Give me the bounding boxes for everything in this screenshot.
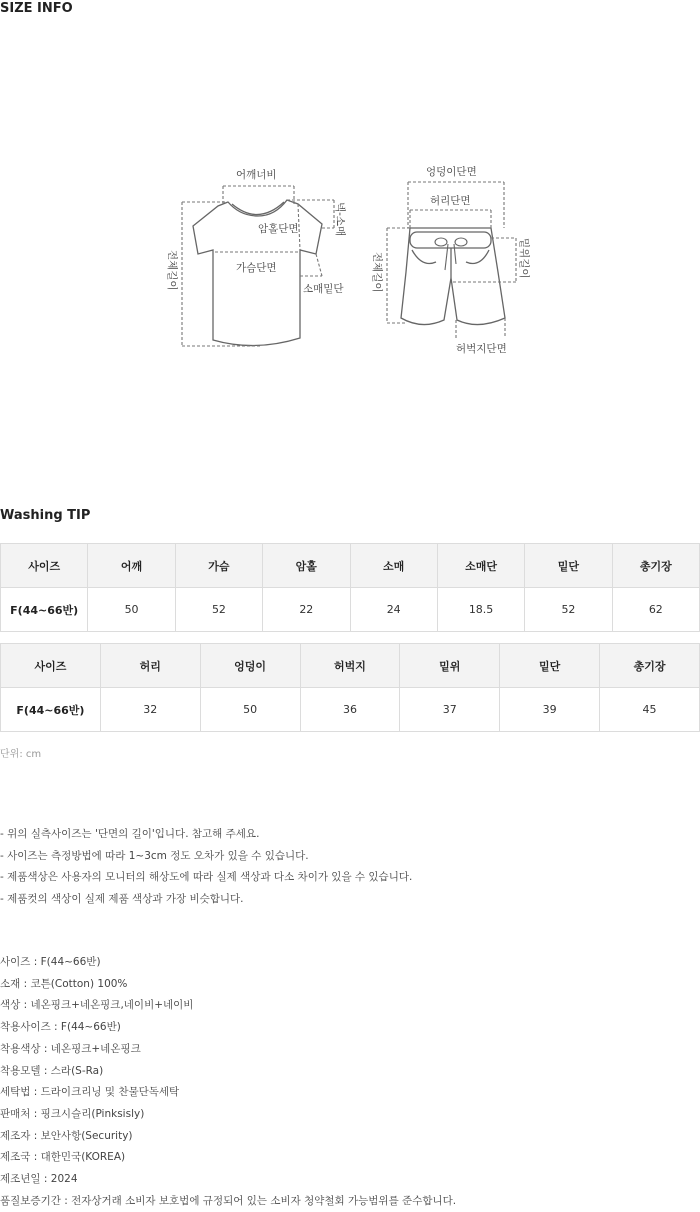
- row-label: F(44~66반): [1, 688, 101, 732]
- table-header: 암홀: [263, 544, 350, 588]
- table-header-row: [1, 544, 700, 588]
- info-line: 품질보증기간 : 전자상거래 소비자 보호법에 규정되어 있는 소비자 청약철회 가능범위를 준수합니다.: [0, 1194, 457, 1207]
- tshirt-shoulder-label: 어깨너비: [236, 169, 277, 181]
- table-header: 소매단: [437, 544, 524, 588]
- top-size-table: [0, 543, 700, 632]
- note-line: - 제품색상은 사용자의 모니터의 해상도에 따라 실제 색상과 다소 차이가 있을 수 있습니다.: [0, 871, 413, 884]
- info-line: 제조국 : 대한민국(KOREA): [0, 1151, 126, 1164]
- bottom-size-table: [0, 643, 700, 732]
- shorts-total-length-label: 전체길이: [371, 252, 383, 293]
- note-line: - 제품컷의 색상이 실제 제품 색상과 가장 비슷합니다.: [0, 893, 244, 906]
- tshirt-sleeve-hem-label: 소매밑단: [303, 283, 344, 295]
- table-cell: 36: [300, 688, 400, 732]
- table-header: 밑단: [500, 644, 600, 688]
- table-cell: 37: [400, 688, 500, 732]
- size-notes: [0, 824, 412, 911]
- table-header: 밑단: [525, 544, 612, 588]
- info-line: 판매처 : 핑크시슬리(Pinksisly): [0, 1107, 145, 1120]
- info-line: 제조자 : 보안사항(Security): [0, 1129, 133, 1142]
- table-header-row: [1, 644, 700, 688]
- measurement-diagram: [160, 160, 540, 360]
- product-info-list: [0, 952, 456, 1212]
- table-header: 가슴: [175, 544, 262, 588]
- info-line: 착용색상 : 네온핑크+네온핑크: [0, 1042, 141, 1055]
- table-cell: 32: [100, 688, 200, 732]
- info-line: 세탁법 : 드라이크리닝 및 찬물단독세탁: [0, 1086, 180, 1099]
- info-line: 소재 : 코튼(Cotton) 100%: [0, 977, 128, 990]
- table-header: 엉덩이: [200, 644, 300, 688]
- table-cell: 45: [600, 688, 700, 732]
- table-header: 총기장: [600, 644, 700, 688]
- row-label: F(44~66반): [1, 588, 88, 632]
- tshirt-chest-label: 가슴단면: [236, 262, 277, 274]
- table-cell: 22: [263, 588, 350, 632]
- table-header: 밑위: [400, 644, 500, 688]
- info-line: 착용사이즈 : F(44~66반): [0, 1021, 121, 1034]
- tshirt-total-length-label: 전체길이: [166, 250, 178, 291]
- table-header: 사이즈: [1, 544, 88, 588]
- shorts-thigh-label: 허벅지단면: [456, 343, 507, 355]
- table-cell: 52: [525, 588, 612, 632]
- table-cell: 50: [88, 588, 175, 632]
- table-cell: 24: [350, 588, 437, 632]
- unit-note: 단위: cm: [0, 749, 42, 760]
- table-cell: 18.5: [437, 588, 524, 632]
- table-cell: 62: [612, 588, 699, 632]
- table-header: 허벅지: [300, 644, 400, 688]
- table-header: 허리: [100, 644, 200, 688]
- table-cell: 39: [500, 688, 600, 732]
- table-row: [1, 688, 700, 732]
- table-cell: 50: [200, 688, 300, 732]
- shorts-hip-label: 엉덩이단면: [426, 166, 477, 178]
- shorts-rise-label: 밑위길이: [518, 238, 530, 279]
- shorts-waist-label: 허리단면: [430, 195, 471, 207]
- table-header: 어깨: [88, 544, 175, 588]
- table-cell: 52: [175, 588, 262, 632]
- note-line: - 사이즈는 측정방법에 따라 1~3cm 정도 오차가 있을 수 있습니다.: [0, 849, 309, 862]
- table-row: [1, 588, 700, 632]
- table-header: 사이즈: [1, 644, 101, 688]
- table-header: 소매: [350, 544, 437, 588]
- info-line: 착용모델 : 스라(S-Ra): [0, 1064, 104, 1077]
- shorts-illustration: [401, 228, 505, 325]
- note-line: - 위의 실측사이즈는 '단면의 길이'입니다. 참고해 주세요.: [0, 828, 260, 840]
- info-line: 제조년일 : 2024: [0, 1173, 78, 1186]
- washing-tip-title: Washing TIP: [0, 508, 91, 523]
- table-header: 총기장: [612, 544, 699, 588]
- info-line: 사이즈 : F(44~66반): [0, 956, 101, 968]
- info-line: 색상 : 네온핑크+네온핑크,네이비+네이비: [0, 999, 194, 1012]
- size-info-title: SIZE INFO: [0, 1, 73, 16]
- tshirt-neck-sleeve-label: 넥-소매: [334, 202, 346, 237]
- tshirt-armhole-label: 암홀단면: [258, 223, 299, 235]
